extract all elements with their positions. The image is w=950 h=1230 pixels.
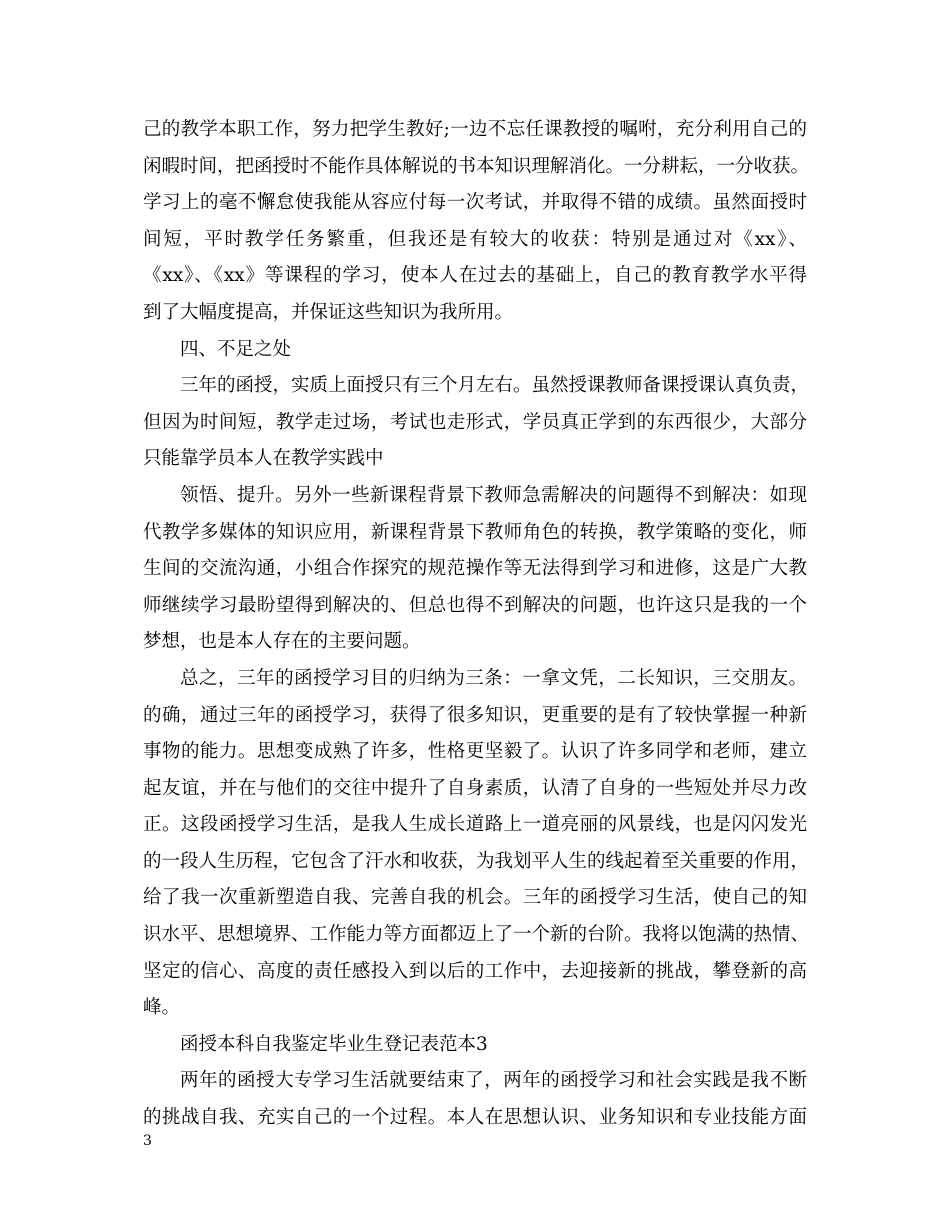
- text-line: 梦想，也是本人存在的主要问题。: [143, 631, 421, 653]
- text-line: 四、不足之处: [180, 338, 292, 360]
- text-line: 总之，三年的函授学习目的归纳为三条：一拿文凭，二长知识，三交朋友。: [180, 667, 807, 689]
- text-line: 《xx》、《xx》等课程的学习，使本人在过去的基础上，自己的教育教学水平得: [143, 265, 807, 287]
- page-number: 3: [143, 1133, 152, 1149]
- text-line: 的挑战自我、充实自己的一个过程。本人在思想认识、业务知识和专业技能方面: [143, 1107, 807, 1129]
- text-line: 的一段人生历程，它包含了汗水和收获，为我划平人生的线起着至关重要的作用，: [143, 850, 810, 872]
- text-line: 代教学多媒体的知识应用，新课程背景下教师角色的转换，教学策略的变化，师: [143, 521, 807, 543]
- text-line: 三年的函授，实质上面授只有三个月左右。虽然授课教师备课授课认真负责，: [180, 375, 810, 397]
- text-line: 生间的交流沟通，小组合作探究的规范操作等无法得到学习和进修，这是广大教: [143, 558, 807, 580]
- text-line: 两年的函授大专学习生活就要结束了，两年的函授学习和社会实践是我不断: [180, 1070, 807, 1092]
- text-line: 函授本科自我鉴定毕业生登记表范本3: [180, 1033, 488, 1055]
- text-line: 间短，平时教学任务繁重，但我还是有较大的收获：特别是通过对《xx》、: [143, 228, 807, 250]
- document-body: [143, 112, 810, 1137]
- text-line: 起友谊，并在与他们的交往中提升了自身素质，认清了自身的一些短处并尽力改: [143, 777, 807, 799]
- text-line: 闲暇时间，把函授时不能作具体解说的书本知识理解消化。一分耕耘，一分收获。: [143, 155, 810, 177]
- text-line: 峰。: [143, 997, 181, 1019]
- text-line: 但因为时间短，教学走过场，考试也走形式，学员真正学到的东西很少，大部分: [143, 411, 807, 433]
- text-line: 到了大幅度提高，并保证这些知识为我所用。: [143, 301, 514, 323]
- text-line: 师继续学习最盼望得到解决的、但总也得不到解决的问题，也许这只是我的一个: [143, 594, 807, 616]
- text-line: 给了我一次重新塑造自我、完善自我的机会。三年的函授学习生活，使自己的知: [143, 887, 807, 909]
- text-line: 坚定的信心、高度的责任感投入到以后的工作中，去迎接新的挑战，攀登新的高: [143, 960, 807, 982]
- text-line: 正。这段函授学习生活，是我人生成长道路上一道亮丽的风景线，也是闪闪发光: [143, 814, 807, 836]
- text-line: 己的教学本职工作，努力把学生教好;一边不忘任课教授的嘱咐，充分利用自己的: [143, 119, 807, 140]
- text-line: 的确，通过三年的函授学习，获得了很多知识，更重要的是有了较快掌握一种新: [143, 704, 807, 726]
- text-line: 学习上的毫不懈怠使我能从容应付每一次考试，并取得不错的成绩。虽然面授时: [143, 192, 807, 214]
- text-line: 识水平、思想境界、工作能力等方面都迈上了一个新的台阶。我将以饱满的热情、: [143, 924, 810, 946]
- text-line: 领悟、提升。另外一些新课程背景下教师急需解决的问题得不到解决：如现: [180, 484, 807, 506]
- text-line: 只能靠学员本人在教学实践中: [143, 448, 384, 470]
- text-line: 事物的能力。思想变成熟了许多，性格更坚毅了。认识了许多同学和老师，建立: [143, 741, 807, 763]
